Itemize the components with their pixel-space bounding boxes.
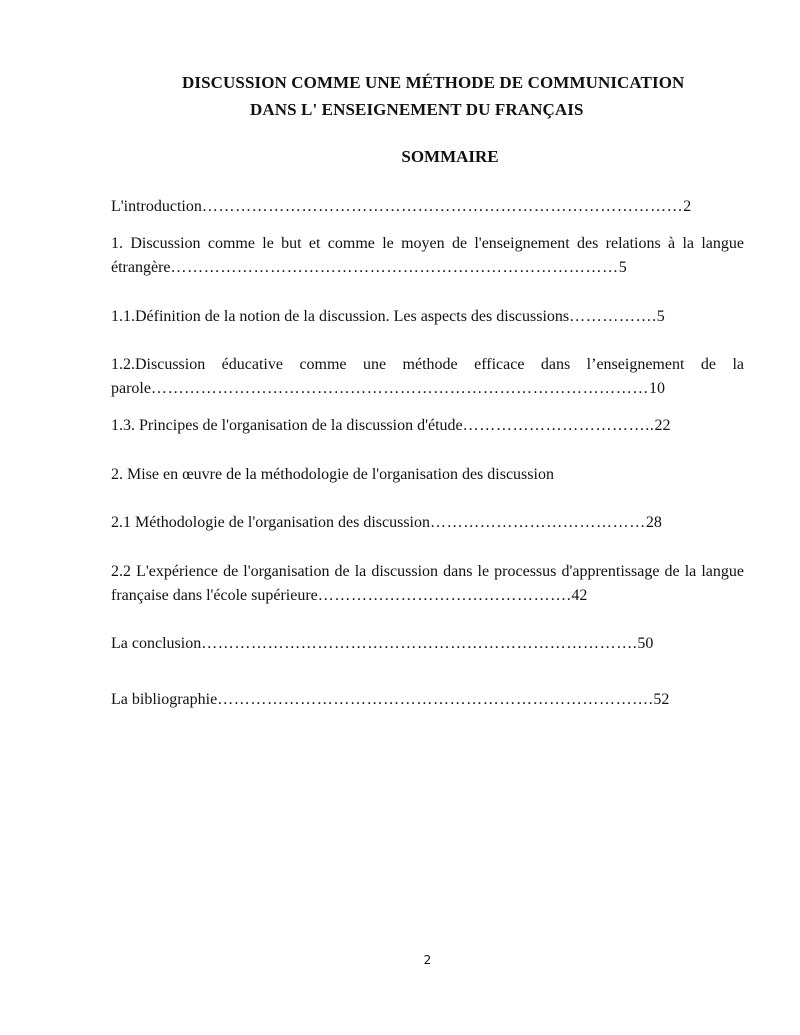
document-title-line-1: DISCUSSION COMME UNE MÉTHODE DE COMMUNICATION xyxy=(182,73,685,92)
page-number: 2 xyxy=(423,953,432,967)
toc-leader-dots: ……………………………………………………………………………… xyxy=(150,380,649,397)
toc-page-number: 5 xyxy=(656,308,665,325)
toc-leader-dots: ……………………………………………………………………… xyxy=(170,259,619,276)
toc-leader-dots: ………………………………… xyxy=(430,514,646,531)
toc-entry-section-2-1 xyxy=(111,511,744,535)
toc-entry-text: 1.2.Discussion éducative comme une méthode efficace dans l’enseignement de la parole xyxy=(111,356,744,397)
toc-entry-section-1-2 xyxy=(111,353,744,401)
toc-leader-dots: ………………………………………. xyxy=(317,587,572,604)
toc-entry-text: 1.1.Définition de la notion de la discussion. Les aspects des discussions xyxy=(111,308,570,325)
toc-leader-dots: …………………………….. xyxy=(462,417,655,434)
toc-entry-text: 2. Mise en œuvre de la méthodologie de l'organisation des discussion xyxy=(111,466,554,483)
toc-entry-section-1 xyxy=(111,232,744,280)
toc-page-number: 28 xyxy=(645,514,662,531)
toc-entry-text: 2.2 L'expérience de l'organisation de la discussion dans le processus d'apprentissage de la langue française dans l'école supérieure xyxy=(111,563,744,604)
toc-leader-dots: ……………. xyxy=(569,308,657,325)
toc-entry-introduction xyxy=(111,195,744,219)
toc-page-number: 10 xyxy=(648,380,665,397)
toc-entry-section-1-3 xyxy=(111,414,744,438)
document-title-line-2: DANS L' ENSEIGNEMENT DU FRANÇAIS xyxy=(250,100,584,119)
toc-entry-text: 1.3. Principes de l'organisation de la discussion d'étude xyxy=(111,417,463,434)
toc-entry-section-2-2 xyxy=(111,560,744,608)
toc-page-number: 5 xyxy=(618,259,627,276)
toc-page-number: 52 xyxy=(653,691,670,708)
toc-leader-dots: ……………………………………………………………………. xyxy=(201,635,638,652)
toc-leader-dots: …………………………………………………………………………… xyxy=(201,198,684,215)
toc-entry-bibliography xyxy=(111,688,744,712)
toc-entry-text: L'introduction xyxy=(111,198,202,215)
toc-entry-section-1-1 xyxy=(111,305,744,329)
toc-entry-text: La bibliographie xyxy=(111,691,218,708)
toc-entry-text: 1. Discussion comme le but et comme le moyen de l'enseignement des relations à la langue étrangère xyxy=(111,235,744,276)
toc-entry-text: La conclusion xyxy=(111,635,202,652)
toc-page-number: 2 xyxy=(683,198,692,215)
toc-page-number: 22 xyxy=(654,417,671,434)
toc-entry-section-2 xyxy=(111,463,744,487)
toc-leader-dots: ……………………………………………………………………. xyxy=(217,691,654,708)
toc-page-number: 50 xyxy=(637,635,654,652)
toc-page-number: 42 xyxy=(571,587,588,604)
toc-entry-conclusion xyxy=(111,632,744,656)
toc-heading: SOMMAIRE xyxy=(401,147,499,166)
toc-entry-text: 2.1 Méthodologie de l'organisation des discussion xyxy=(111,514,430,531)
